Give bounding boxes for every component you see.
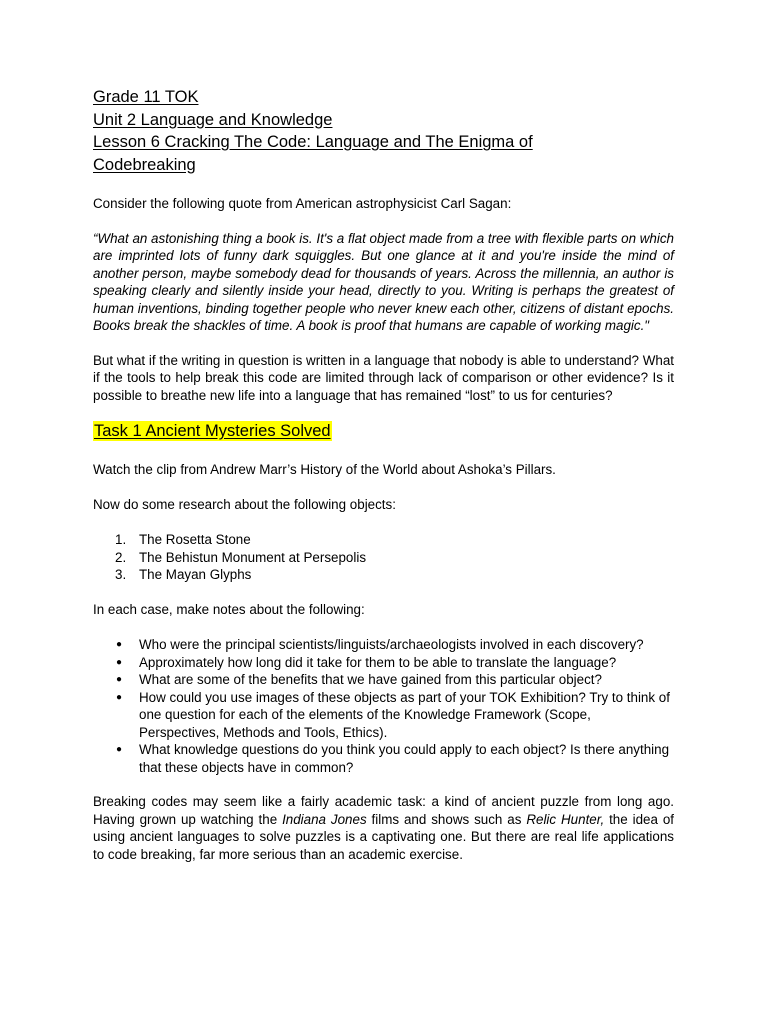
list-item: ● Who were the principal scientists/linguists/archaeologists involved in each discovery? bbox=[116, 637, 644, 652]
unit-heading: Unit 2 Language and Knowledge bbox=[93, 110, 333, 129]
research-intro: Now do some research about the following objects: bbox=[93, 496, 396, 512]
list-item: ● How could you use images of these objects as part of your TOK Exhibition? Try to think of one question for each of the elements of the Knowledge Framework (Scope, Perspectives, Methods and Tools, Ethics). bbox=[116, 689, 670, 740]
grade-heading: Grade 11 TOK bbox=[93, 88, 199, 106]
list-item: ● What are some of the benefits that we have gained from this particular object? bbox=[116, 672, 602, 687]
question-paragraph: But what if the writing in question is written in a language that nobody is able to understand? What if the tools to help break this code are limited through lack of comparison or other evidence? Is it possible to breathe new life into a language that has remained “lost” to us for centuries? bbox=[93, 352, 674, 403]
intro-text: Consider the following quote from American astrophysicist Carl Sagan: bbox=[93, 196, 512, 211]
bullet-icon: ● bbox=[116, 639, 123, 650]
list-item: ● Approximately how long did it take for them to be able to translate the language? bbox=[116, 654, 617, 670]
lesson-heading: Lesson 6 Cracking The Code: Language and The Enigma of Codebreaking bbox=[93, 133, 533, 174]
task-heading: Task 1 Ancient Mysteries Solved bbox=[94, 422, 331, 440]
notes-intro: In each case, make notes about the following: bbox=[93, 601, 365, 617]
list-item: ● What knowledge questions do you think you could apply to each object? Is there anything that these objects have in common? bbox=[116, 742, 670, 775]
task-heading-wrap bbox=[93, 421, 674, 441]
bullet-icon: ● bbox=[116, 674, 123, 685]
lesson-header bbox=[93, 86, 674, 176]
sagan-quote: “What an astonishing thing a book is. It's a flat object made from a tree with flexible parts on which are imprinted lots of funny dark squiggles. But one glance at it and you're inside the mind of another person, maybe somebody dead for thousands of years. Across the millennia, an author is speaking clearly and silently inside your head, directly to you. Writing is perhaps the greatest of human inventions, binding together people who never knew each other, citizens of distant epochs. Books break the shackles of time. A book is proof that humans are capable of working magic." bbox=[93, 230, 674, 333]
objects-list bbox=[93, 531, 674, 584]
list-item: 2. The Behistun Monument at Persepolis bbox=[115, 549, 367, 565]
bullet-icon: ● bbox=[116, 656, 123, 668]
watch-instruction: Watch the clip from Andrew Marr’s History of the World about Ashoka’s Pillars. bbox=[93, 462, 556, 477]
notes-list bbox=[93, 636, 674, 776]
closing-paragraph: Breaking codes may seem like a fairly academic task: a kind of ancient puzzle from long ago. Having grown up watching the Indiana Jones films and shows such as Relic Hunter, the idea of using ancient languages to solve puzzles is a captivating one. But there are real life applications to code breaking, far more serious than an academic exercise. bbox=[93, 794, 674, 862]
list-item: 3. The Mayan Glyphs bbox=[115, 567, 252, 582]
bullet-icon: ● bbox=[116, 691, 123, 703]
document-content bbox=[93, 86, 674, 863]
bullet-icon: ● bbox=[116, 744, 123, 755]
list-item: 1. The Rosetta Stone bbox=[115, 532, 251, 547]
